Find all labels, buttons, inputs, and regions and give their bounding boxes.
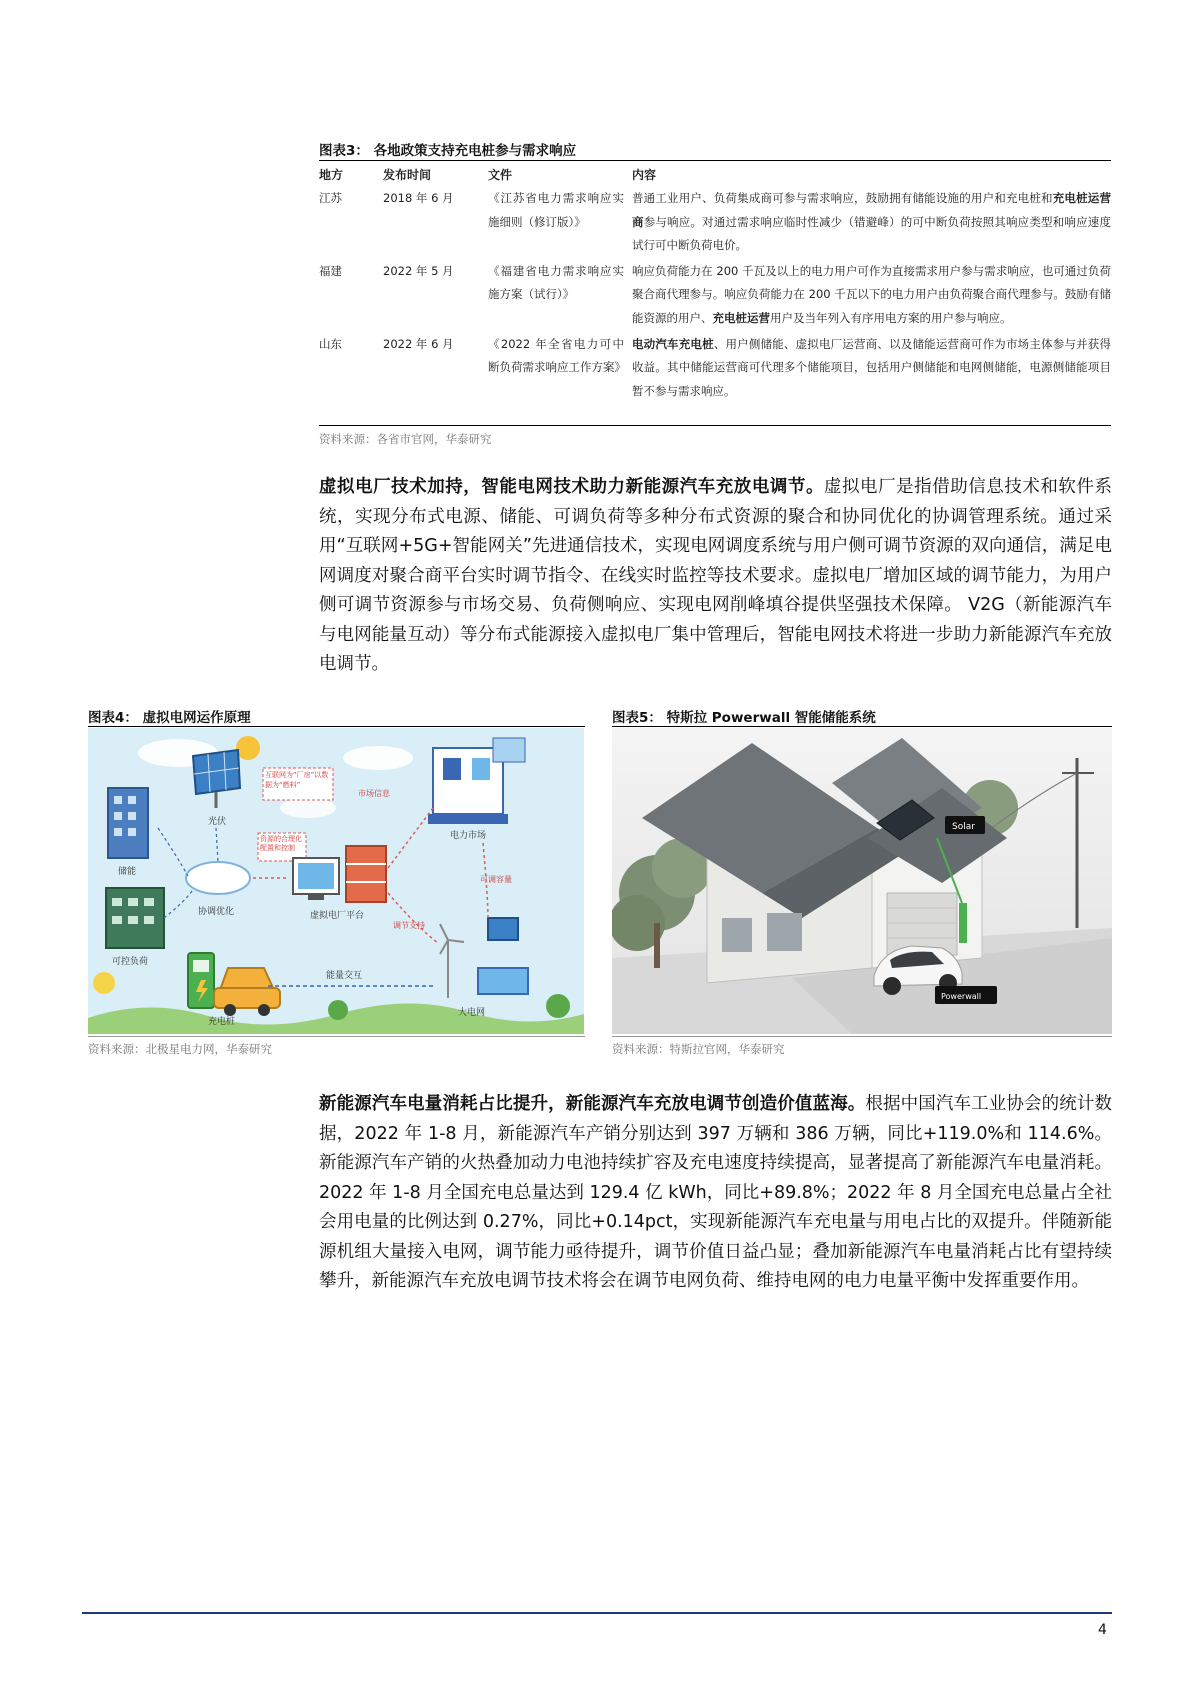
label-vpp-platform: 虚拟电厂平台 — [310, 911, 365, 921]
figure4-title: 图表4： 虚拟电网运作原理 — [88, 710, 251, 726]
label-storage: 储能 — [118, 867, 137, 877]
figure4-top-rule — [88, 726, 585, 727]
page-number: 4 — [1098, 1622, 1107, 1638]
power-market-building-icon — [428, 738, 525, 824]
label-power-market: 电力市场 — [450, 831, 487, 841]
content-highlight: 电动汽车充电桩 — [632, 337, 714, 352]
factory-icon — [106, 888, 164, 948]
cell-document: 《2022 年全省电力可中断负荷需求响应工作方案》 — [488, 337, 626, 375]
figure4-diagram — [88, 728, 584, 1034]
header-region: 地方 — [319, 168, 344, 182]
content-highlight: 充电桩运营 — [712, 310, 770, 325]
label-energy-exchange: 能量交互 — [326, 971, 363, 981]
label-powerwall: Powerwall — [941, 992, 982, 1001]
powerwall-house-svg — [612, 728, 1112, 1034]
figure5-source: 资料来源：特斯拉官网，华泰研究 — [612, 1042, 785, 1056]
storage-building-icon — [108, 788, 148, 858]
content-text: 普通工业用户、负荷集成商可参与需求响应，鼓励拥有储能设施的用户和充电桩和 — [632, 191, 1053, 206]
grid-wind-turbine-icon — [440, 918, 528, 998]
cell-content — [624, 187, 1111, 260]
cell-date: 2018 年 6 月 — [383, 191, 454, 206]
cell-date: 2022 年 6 月 — [383, 337, 454, 352]
figure3-source: 资料来源：各省市官网，华泰研究 — [319, 432, 492, 446]
header-content: 内容 — [632, 168, 657, 182]
paragraph1-lead: 虚拟电厂技术加持，智能电网技术助力新能源汽车充放电调节。 — [319, 477, 824, 497]
paragraph1-body: 虚拟电厂是指借助信息技术和软件系统，实现分布式电源、储能、可调负荷等多种分布式资源的聚合和协同优化的协调管理系统。通过采用“互联网+5G+智能网关”先进通信技术，实现电网调度系统与用户侧可调节资源的双向通信，满足电网调度对聚合商平台实时调节指令、在线实时监控等技术要求。虚拟电厂增加区域的调节能力，为用户侧可调节资源参与市场交易、负荷侧响应、实现电网削峰填谷提供坚强技术保障。 V2G（新能源汽车与电网能量互动）等分布式能源接入虚拟电厂集中管理后，智能电网技术将进一步助力新能源汽车充放电调节。 — [319, 477, 1113, 674]
content-text: 用户及当年列入有序用电方案的用户参与响应。 — [770, 310, 1012, 325]
car-icon — [214, 968, 280, 1016]
content-text: 响应负荷能力在 200 千瓦及以上的电力用户可作为直接需求用户参与需求响应，也可通过负荷聚合商代理参与。响应负荷能力在 200 千瓦以下的电力用户由负荷聚合商代理参与。鼓励有储能资源的用户、 — [632, 264, 1111, 325]
figure5-photo — [612, 728, 1112, 1034]
label-charging-pile: 充电桩 — [208, 1017, 236, 1027]
header-date: 发布时间 — [383, 168, 432, 182]
cell-document: 《福建省电力需求响应实施方案（试行）》 — [488, 264, 624, 302]
charging-pile-icon — [188, 953, 214, 1008]
vpp-diagram-svg — [88, 728, 584, 1034]
computer-icon — [293, 858, 339, 900]
label-controllable-load: 可控负荷 — [112, 957, 149, 967]
label-grid: 大电网 — [458, 1008, 486, 1018]
paragraph2-lead: 新能源汽车电量消耗占比提升，新能源汽车充放电调节创造价值蓝海。 — [319, 1094, 866, 1114]
label-regulation-support: 调节支持 — [393, 921, 425, 930]
content-text: 、用户侧储能、虚拟电厂运营商、以及储能运营商可作为市场主体参与并获得收益。其中储能运营商可代理多个储能项目，包括用户侧储能和电网侧储能，电源侧储能项目暂不参与需求响应。 — [632, 337, 1111, 398]
table-row — [319, 260, 1111, 333]
label-solar: Solar — [952, 822, 975, 832]
figure3-title: 图表3： 各地政策支持充电桩参与需求响应 — [319, 143, 577, 159]
header-document: 文件 — [488, 168, 513, 182]
table-bottom-rule — [319, 425, 1111, 426]
label-coordination: 协调优化 — [198, 907, 235, 917]
cell-date: 2022 年 5 月 — [383, 264, 454, 279]
cell-region: 福建 — [319, 264, 342, 279]
cell-document: 《江苏省电力需求响应实施细则（修订版）》 — [488, 191, 624, 229]
coordination-cloud-icon — [186, 862, 250, 894]
table-row — [319, 187, 1111, 260]
solar-panel-icon — [193, 750, 240, 808]
powerwall-unit — [959, 903, 967, 943]
bulb-icon — [93, 972, 115, 994]
table-header-row — [319, 164, 1111, 187]
label-market-info: 市场信息 — [358, 789, 390, 798]
policy-table — [319, 164, 1111, 406]
figure5-bottom-rule — [612, 1036, 1112, 1037]
figure5-title: 图表5： 特斯拉 Powerwall 智能储能系统 — [612, 710, 876, 726]
table-row — [319, 333, 1111, 406]
cell-content — [624, 260, 1111, 333]
cell-content — [624, 333, 1111, 406]
internet-note: 互联网为“厂房”以数据为“燃料” — [265, 771, 329, 789]
cell-region: 山东 — [319, 337, 342, 352]
content-highlight: 充电桩运营商 — [632, 191, 1111, 229]
table-top-rule — [319, 160, 1111, 161]
footer-rule — [82, 1612, 1112, 1614]
content-text: 参与响应。对通过需求响应临时性减少（错避峰）的可中断负荷按照其响应类型和响应速度试行可中断负荷电价。 — [632, 214, 1111, 252]
figure4-source: 资料来源：北极星电力网，华泰研究 — [88, 1042, 272, 1056]
figure5-top-rule — [612, 726, 1112, 727]
paragraph2-body: 根据中国汽车工业协会的统计数据，2022 年 1-8 月，新能源汽车产销分别达到 397 万辆和 386 万辆，同比+119.0%和 114.6%。新能源汽车产销的火热叠加动力电池持续扩容及充电速度持续提高，显著提高了新能源汽车电量消耗。2022 年 1-8 月全国充电总量达到 129.4 亿 kWh，同比+89.8%；2022 年 8 月全国充电总量占全社会用电量的比例达到 0.27%，同比+0.14pct，实现新能源汽车充电量与用电占比的双提升。伴随新能源机组大量接入电网，调节能力亟待提升，调节价值日益凸显；叠加新能源汽车电量消耗占比有望持续攀升，新能源汽车充放电调节技术将会在调节电网负荷、维持电网的电力电量平衡中发挥重要作用。 — [319, 1094, 1112, 1291]
sun-icon — [236, 736, 260, 760]
paragraph-ev-consumption — [319, 1090, 1112, 1297]
resource-note: 资源的合理化配置和控制 — [260, 835, 302, 852]
label-pv: 光伏 — [208, 817, 227, 827]
label-adjustable-capacity: 可调容量 — [480, 875, 512, 884]
cell-region: 江苏 — [319, 191, 342, 206]
paragraph-virtual-power-plant — [319, 473, 1112, 680]
server-stack-icon — [346, 846, 386, 902]
figure4-bottom-rule — [88, 1036, 585, 1037]
